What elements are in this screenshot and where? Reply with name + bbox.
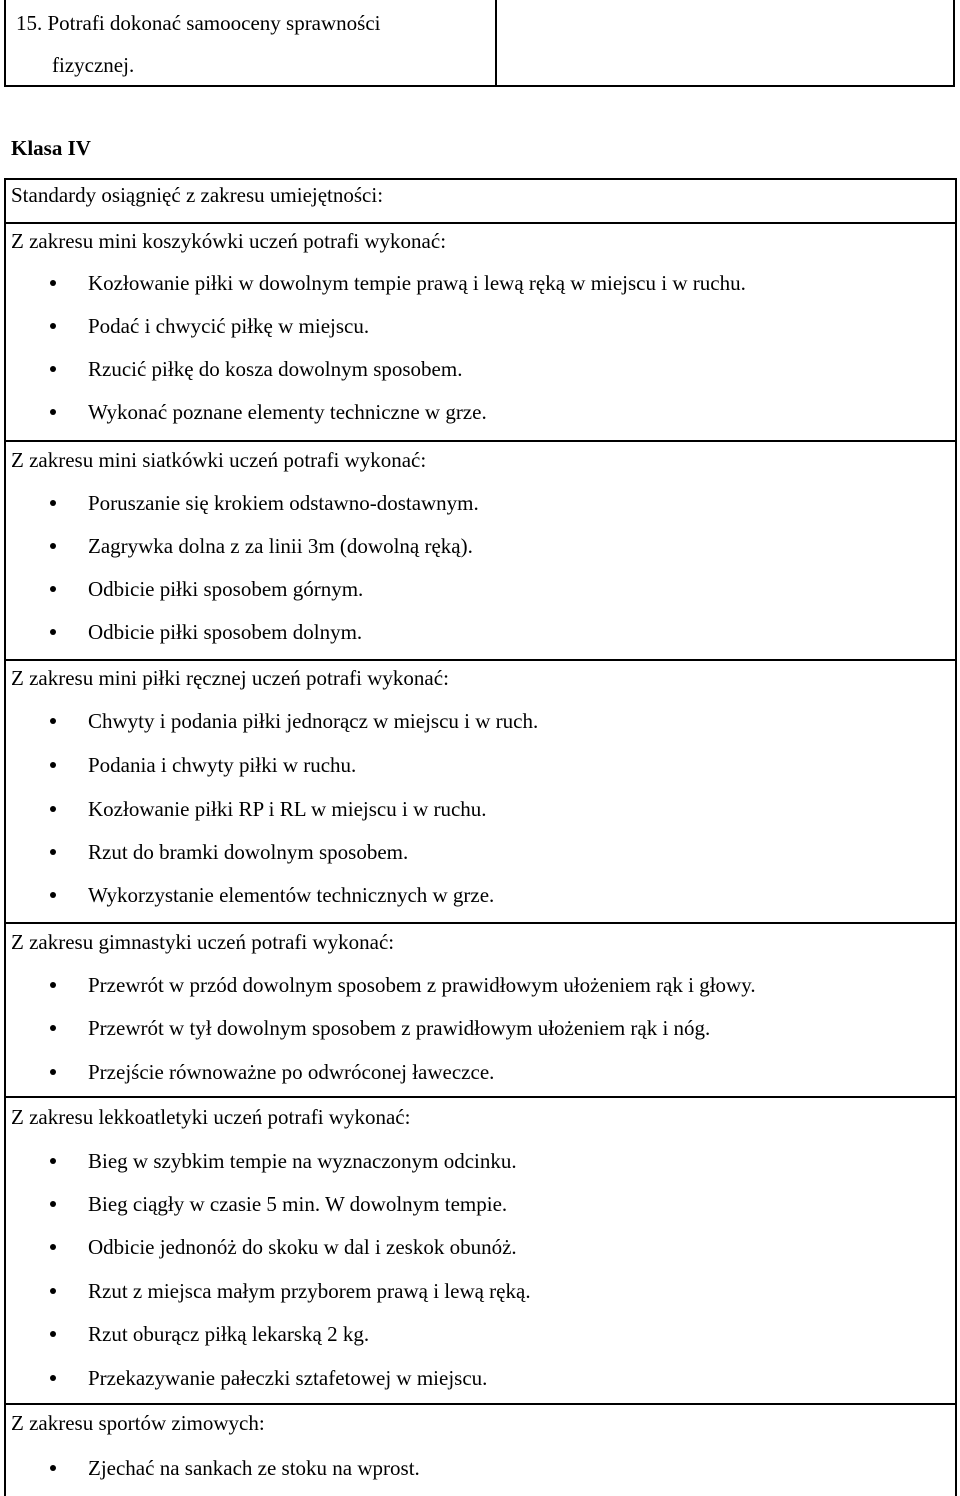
bullet-icon [50, 323, 56, 329]
bullet-icon [50, 1158, 56, 1164]
separator-4 [4, 922, 957, 924]
bullet-icon [50, 1201, 56, 1207]
bullet-icon [50, 1375, 56, 1381]
bullet-icon [50, 762, 56, 768]
item-15-line1: 15. Potrafi dokonać samooceny sprawności [16, 11, 381, 35]
table-cell-item-15 [16, 2, 486, 86]
bullet-icon [50, 892, 56, 898]
class-heading: Klasa IV [11, 136, 91, 160]
section-title-basketball: Z zakresu mini koszykówki uczeń potrafi wykonać: [11, 229, 447, 253]
bullet-icon [50, 1069, 56, 1075]
bullet-icon [50, 629, 56, 635]
bullet-icon [50, 280, 56, 286]
separator-6 [4, 1403, 957, 1405]
bullet-icon [50, 1288, 56, 1294]
separator-2 [4, 440, 957, 442]
section-title-volleyball: Z zakresu mini siatkówki uczeń potrafi wykonać: [11, 448, 427, 472]
section-title-athletics: Z zakresu lekkoatletyki uczeń potrafi wykonać: [11, 1105, 411, 1129]
bullet-icon [50, 849, 56, 855]
standards-title: Standardy osiągnięć z zakresu umiejętności: [11, 183, 384, 207]
separator-1 [4, 222, 957, 224]
bullet-icon [50, 586, 56, 592]
bullet-icon [50, 366, 56, 372]
separator-3 [4, 659, 957, 661]
bullet-icon [50, 982, 56, 988]
section-title-handball: Z zakresu mini piłki ręcznej uczeń potrafi wykonać: [11, 666, 449, 690]
bullet-icon [50, 1244, 56, 1250]
bullet-icon [50, 1025, 56, 1031]
bullet-icon [50, 806, 56, 812]
bullet-icon [50, 500, 56, 506]
bullet-icon [50, 409, 56, 415]
item-15-line2: fizycznej. [52, 53, 135, 77]
separator-5 [4, 1096, 957, 1098]
top-table [4, 0, 955, 87]
bullet-icon [50, 718, 56, 724]
section-title-gymnastics: Z zakresu gimnastyki uczeń potrafi wykonać: [11, 930, 395, 954]
bullet-icon [50, 1465, 56, 1471]
bullet-icon [50, 543, 56, 549]
bullet-icon [50, 1331, 56, 1337]
table-column-divider [495, 0, 497, 85]
section-title-winter-sports: Z zakresu sportów zimowych: [11, 1411, 265, 1435]
